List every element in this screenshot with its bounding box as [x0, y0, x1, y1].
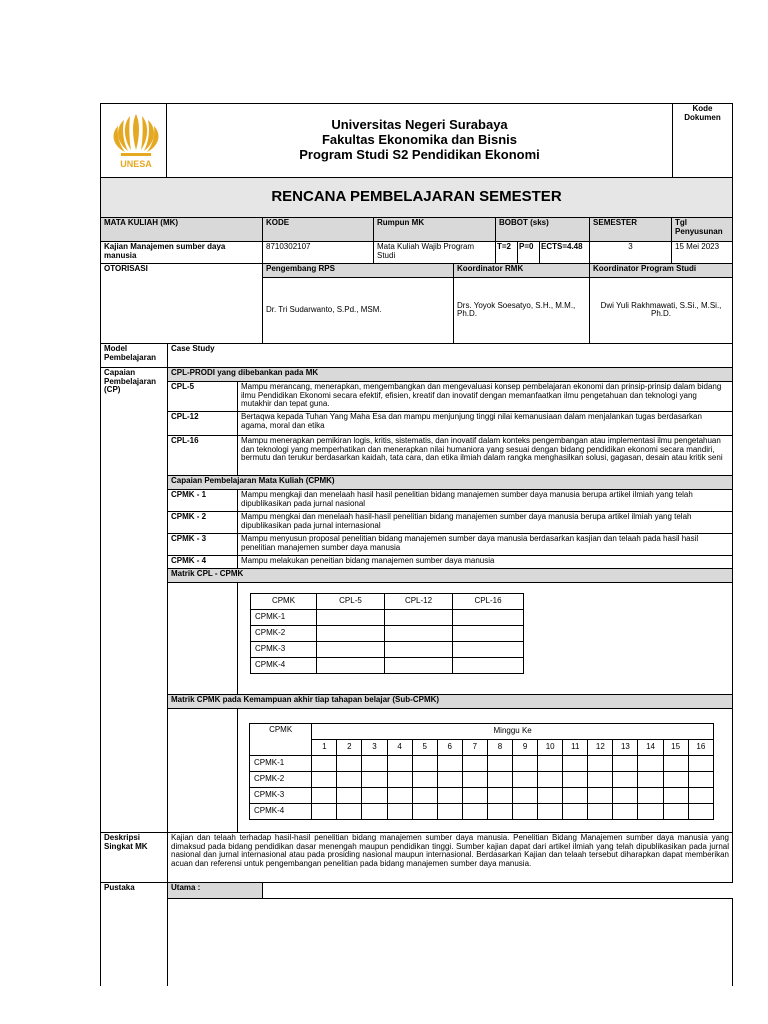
- matrix-cpl-row: [251, 609, 524, 625]
- matrix-sub-row: [250, 771, 714, 787]
- matrix-cell: [437, 803, 462, 819]
- pengembang-name: Dr. Tri Sudarwanto, S.Pd., MSM.: [263, 277, 454, 343]
- matrix-cell: [317, 641, 385, 657]
- week-number: 15: [663, 739, 688, 755]
- matrix-cell: [437, 771, 462, 787]
- logo-text: UNESA: [120, 159, 152, 169]
- matrix-cell: [453, 641, 524, 657]
- model-value: Case Study: [168, 343, 733, 367]
- matrix-cell: [387, 771, 412, 787]
- matrix-cell: [385, 657, 453, 673]
- matrix-cell: [412, 771, 437, 787]
- week-number: 10: [538, 739, 563, 755]
- matrix-cell: [613, 755, 638, 771]
- deskripsi-text: Kajian dan telaah terhadap hasil-hasil penelitian bidang manajemen sumber daya manusia. Penelitian Bidang Manajemen sumber daya manusia yang dimaksud pada bidang pendidikan dasar menengah maupun pendidikan tinggi. Sumber kajian dapat dari artikel ilmiah yang telah dipublikasikan pada jurnal nasional dan jurnal internasional atau pada prosiding nasional maupun internasional. Berdasarkan Kajian dan telaah tersebut diharapkan dapat memberikan acuan dan referensi untuk pengembangan penelitian pada bidang manajemen sumber daya manusia.: [168, 832, 733, 882]
- matrix-cell: [487, 803, 512, 819]
- cp-label: Capaian Pembelajaran (CP): [101, 367, 168, 832]
- matrix-cell: [385, 625, 453, 641]
- matrix-cell: [563, 803, 588, 819]
- kode-dokumen-label: Kode Dokumen: [684, 104, 721, 122]
- week-number: 5: [412, 739, 437, 755]
- week-number: 6: [437, 739, 462, 755]
- matrix-row-label: CPMK-3: [251, 641, 317, 657]
- course-date: 15 Mei 2023: [672, 241, 733, 263]
- matrix-cell: [588, 787, 613, 803]
- kode-header: KODE: [263, 217, 374, 241]
- course-table: [100, 217, 733, 264]
- matrix-cell: [588, 755, 613, 771]
- matrix-row-label: CPMK-3: [250, 787, 312, 803]
- matrix-cell: [613, 803, 638, 819]
- matrix-cell: [663, 771, 688, 787]
- unesa-logo-icon: [103, 106, 169, 172]
- semester-header: SEMESTER: [590, 217, 672, 241]
- university-name: Universitas Negeri Surabaya: [331, 116, 508, 132]
- matrix-cell: [563, 755, 588, 771]
- matrix-cell: [337, 787, 362, 803]
- matrix-sub-row: [250, 803, 714, 819]
- matrix-cpl-row: [251, 657, 524, 673]
- deskripsi-label: Deskripsi Singkat MK: [101, 832, 168, 882]
- koordinator-rmk-label: Koordinator RMK: [454, 263, 590, 277]
- matrix-cell: [663, 787, 688, 803]
- bobot-header: BOBOT (sks): [496, 217, 590, 241]
- cpmk-text: Mampu mengkai dan menelaah hasil-hasil penelitian bidang manajemen sumber daya manusia berupa artikel ilmiah yang telah dipublikasikan pada jurnal internasional: [238, 511, 733, 533]
- week-number: 9: [513, 739, 538, 755]
- cpl-code: CPL-5: [168, 381, 238, 411]
- matrix-cell: [462, 787, 487, 803]
- matrix-row-label: CPMK-1: [251, 609, 317, 625]
- matrix-row-label: CPMK-4: [251, 657, 317, 673]
- cpl-text: Mampu merancang, menerapkan, mengembangkan dan mengevaluasi konsep pembelajaran ekonomi dan prinsip-prinsip dalam bidang ilmu Pendidikan Ekonomi secara efektif, efisien, kreatif dan inovatif dengan memanfaatkan ilmu pengetahuan dan teknologi yang mutakhir dan tepat guna.: [238, 381, 733, 411]
- matrix-cell: [462, 771, 487, 787]
- program-name: Program Studi S2 Pendidikan Ekonomi: [299, 146, 540, 162]
- matrix-cell: [688, 787, 713, 803]
- cpmk-code: CPMK - 3: [168, 533, 238, 555]
- matrix-cell: [638, 755, 663, 771]
- cpl-text: Mampu menerapkan pemikiran logis, kritis, sistematis, dan inovatif dalam konteks pengembangan atau implementasi ilmu pengetahuan dan teknologi yang memperhatikan dan menerapkan nilai humaniora yang sesuai dengan bidang pendidikan ekonomi secara mandiri, bermutu dan terukur berdasarkan kaidah, tata cara, dan etika ilmiah dalam rangka menghasilkan solusi, gagasan, desain atau kritik seni: [238, 435, 733, 475]
- matrix-cell: [513, 771, 538, 787]
- matrix-cpl-row: [251, 625, 524, 641]
- week-number: 7: [462, 739, 487, 755]
- koordinator-prodi-name: Dwi Yuli Rakhmawati, S.Si., M.Si., Ph.D.: [590, 277, 733, 343]
- matrix-cell: [387, 755, 412, 771]
- matrix-sub-cell: [238, 708, 733, 832]
- mk-header: MATA KULIAH (MK): [101, 217, 263, 241]
- bobot-t: T=2: [496, 241, 518, 263]
- matrix-cell: [312, 771, 337, 787]
- matrix-cell: [412, 755, 437, 771]
- matrix-cpl-column: CPL-12: [385, 593, 453, 609]
- matrix-cell: [487, 771, 512, 787]
- koordinator-prodi-label: Koordinator Program Studi: [590, 263, 733, 277]
- matrix-sub-minggu-label: Minggu Ke: [312, 723, 714, 739]
- matrix-cell: [412, 803, 437, 819]
- matrix-cpl-column: CPL-16: [453, 593, 524, 609]
- matrix-cell: [663, 803, 688, 819]
- matrix-cell: [312, 803, 337, 819]
- matrix-cell: [563, 771, 588, 787]
- week-number: 14: [638, 739, 663, 755]
- matrix-cell: [688, 755, 713, 771]
- matrix-cell: [638, 771, 663, 787]
- week-number: 13: [613, 739, 638, 755]
- matrix-cpl-table: [250, 593, 524, 674]
- matrix-cell: [538, 771, 563, 787]
- matrix-sub-cpmk-label: CPMK: [250, 723, 312, 755]
- pustaka-label: Pustaka: [101, 882, 168, 986]
- cp-table: [100, 343, 733, 833]
- matrix-cell: [513, 787, 538, 803]
- week-number: 4: [387, 739, 412, 755]
- matrix-row-label: CPMK-4: [250, 803, 312, 819]
- matrix-cell: [362, 755, 387, 771]
- matrix-cpl-column: CPMK: [251, 593, 317, 609]
- course-name: Kajian Manajemen sumber daya manusia: [101, 241, 263, 263]
- matrix-cell: [688, 803, 713, 819]
- matrix-cell: [337, 771, 362, 787]
- matrix-cell: [462, 803, 487, 819]
- rps-document: [100, 103, 732, 986]
- pustaka-utama-spacer: [263, 882, 733, 898]
- matrix-cell: [387, 803, 412, 819]
- cpmk-code: CPMK - 1: [168, 489, 238, 511]
- matrix-cell: [513, 803, 538, 819]
- matrix-cell: [663, 755, 688, 771]
- week-number: 12: [588, 739, 613, 755]
- cpmk-code: CPMK - 2: [168, 511, 238, 533]
- matrix-cell: [563, 787, 588, 803]
- matrix-cell: [385, 609, 453, 625]
- matrix-cell: [362, 803, 387, 819]
- week-number: 2: [337, 739, 362, 755]
- week-number: 16: [688, 739, 713, 755]
- matrix-cell: [437, 755, 462, 771]
- matrix-cell: [538, 755, 563, 771]
- faculty-name: Fakultas Ekonomika dan Bisnis: [321, 131, 518, 147]
- cpmk-header: Capaian Pembelajaran Mata Kuliah (CPMK): [168, 475, 733, 489]
- matrix-cell: [462, 755, 487, 771]
- course-semester: 3: [590, 241, 672, 263]
- header-table: [100, 103, 733, 218]
- matrix-row-label: CPMK-1: [250, 755, 312, 771]
- matrix-cell: [453, 657, 524, 673]
- course-code: 8710302107: [263, 241, 374, 263]
- matrix-cell: [588, 771, 613, 787]
- pengembang-label: Pengembang RPS: [263, 263, 454, 277]
- cpmk-text: Mampu menyusun proposal penelitian bidang manajemen sumber daya manusia berdasarkan kasjian dan telaah pada hasil hasil penelitian manajemen sumber daya manusia: [238, 533, 733, 555]
- logo-cell: [101, 104, 167, 178]
- title-band: [101, 177, 733, 217]
- koordinator-rmk-name: Drs. Yoyok Soesatyo, S.H., M.M., Ph.D.: [454, 277, 590, 343]
- bobot-p: P=0: [518, 241, 540, 263]
- matrix-cell: [412, 787, 437, 803]
- matrix-sub-spacer: [168, 708, 238, 832]
- institution-cell: [167, 104, 673, 178]
- deskripsi-table: [100, 832, 733, 883]
- week-number: 3: [362, 739, 387, 755]
- matrix-cell: [387, 787, 412, 803]
- matrix-cell: [613, 771, 638, 787]
- matrix-cell: [337, 755, 362, 771]
- matrix-cell: [538, 787, 563, 803]
- cpl-text: Bertaqwa kepada Tuhan Yang Maha Esa dan mampu menjunjung tinggi nilai kemanusiaan dalam menjalankan tugas berdasarkan agama, moral dan etika: [238, 411, 733, 435]
- pustaka-utama-label: Utama :: [168, 882, 263, 898]
- matrix-sub-header: Matrik CPMK pada Kemampuan akhir tiap tahapan belajar (Sub-CPMK): [168, 694, 733, 708]
- week-number: 11: [563, 739, 588, 755]
- matrix-cell: [312, 755, 337, 771]
- matrix-cell: [362, 787, 387, 803]
- matrix-sub-row: [250, 755, 714, 771]
- otorisasi-label: OTORISASI: [101, 263, 263, 343]
- matrix-cell: [317, 609, 385, 625]
- matrix-sub-row: [250, 787, 714, 803]
- matrix-cell: [613, 787, 638, 803]
- kode-dokumen-cell: [673, 104, 733, 178]
- matrix-cpl-header: Matrik CPL - CPMK: [168, 568, 733, 582]
- matrix-cell: [337, 803, 362, 819]
- matrix-cell: [362, 771, 387, 787]
- matrix-cell: [487, 755, 512, 771]
- matrix-cell: [588, 803, 613, 819]
- matrix-cell: [312, 787, 337, 803]
- bobot-ects: ECTS=4.48: [540, 241, 590, 263]
- pustaka-table: [100, 882, 733, 987]
- cpmk-text: Mampu melakukan peneitian bidang manajemen sumber daya manusia: [238, 555, 733, 568]
- matrix-cell: [437, 787, 462, 803]
- matrix-cpl-row: [251, 641, 524, 657]
- matrix-cell: [453, 609, 524, 625]
- tgl-header: Tgl Penyusunan: [672, 217, 733, 241]
- cpmk-code: CPMK - 4: [168, 555, 238, 568]
- cpl-prodi-header: CPL-PRODI yang dibebankan pada MK: [168, 367, 733, 381]
- week-number: 8: [487, 739, 512, 755]
- document-title: RENCANA PEMBELAJARAN SEMESTER: [271, 188, 562, 206]
- matrix-row-label: CPMK-2: [251, 625, 317, 641]
- matrix-cpl-spacer: [168, 582, 238, 694]
- matrix-cell: [385, 641, 453, 657]
- matrix-cell: [638, 787, 663, 803]
- cpl-code: CPL-12: [168, 411, 238, 435]
- matrix-cell: [317, 657, 385, 673]
- pustaka-utama-content: [168, 898, 733, 986]
- matrix-cpl-cell: [238, 582, 733, 694]
- matrix-cell: [513, 755, 538, 771]
- matrix-cell: [688, 771, 713, 787]
- otorisasi-table: [100, 263, 733, 344]
- course-rumpun: Mata Kuliah Wajib Program Studi: [374, 241, 496, 263]
- matrix-sub-table: [249, 723, 714, 820]
- matrix-row-label: CPMK-2: [250, 771, 312, 787]
- matrix-cell: [453, 625, 524, 641]
- matrix-cell: [638, 803, 663, 819]
- cpmk-text: Mampu mengkaji dan menelaah hasil hasil penelitian bidang manajemen sumber daya manusia berupa artikel ilmiah yang telah dipublikasikan pada jurnal nasional: [238, 489, 733, 511]
- model-label: Model Pembelajaran: [101, 343, 168, 367]
- matrix-cpl-column: CPL-5: [317, 593, 385, 609]
- matrix-cell: [538, 803, 563, 819]
- week-number: 1: [312, 739, 337, 755]
- matrix-cell: [487, 787, 512, 803]
- rumpun-header: Rumpun MK: [374, 217, 496, 241]
- cpl-code: CPL-16: [168, 435, 238, 475]
- matrix-cell: [317, 625, 385, 641]
